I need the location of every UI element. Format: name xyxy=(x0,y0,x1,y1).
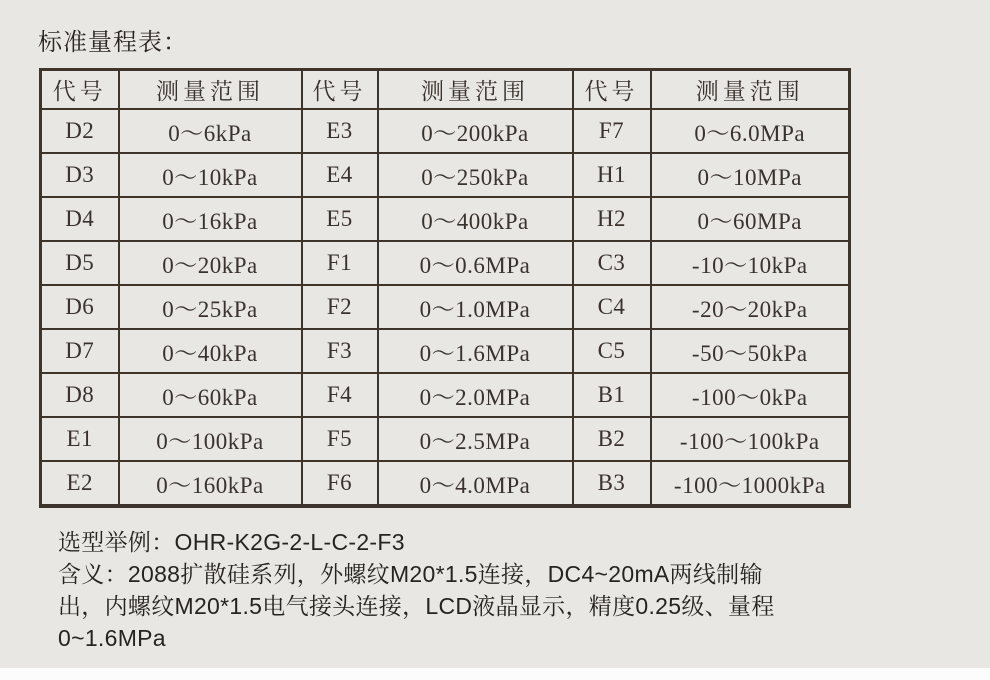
code-cell: D8 xyxy=(41,373,119,417)
example-line-1: 选型举例：OHR-K2G-2-L-C-2-F3 xyxy=(58,529,405,555)
range-cell: 0～60MPa xyxy=(651,197,850,241)
range-cell: -100～0kPa xyxy=(651,373,850,417)
example-line-2: 含义：2088扩散硅系列，外螺纹M20*1.5连接，DC4~20mA两线制输 xyxy=(58,561,763,587)
header-cell-code: 代号 xyxy=(302,70,378,110)
header-cell-code: 代号 xyxy=(41,70,119,110)
range-cell: 0～6kPa xyxy=(119,109,302,153)
code-cell: D7 xyxy=(41,329,119,373)
table-row xyxy=(41,461,850,506)
code-cell: H1 xyxy=(573,153,651,197)
selection-example xyxy=(58,526,775,654)
range-cell: 0～250kPa xyxy=(378,153,573,197)
range-cell: -100～100kPa xyxy=(651,417,850,461)
table-row xyxy=(41,241,850,285)
table-row xyxy=(41,197,850,241)
code-cell: F1 xyxy=(302,241,378,285)
header-cell-code: 代号 xyxy=(573,70,651,110)
code-cell: B1 xyxy=(573,373,651,417)
example-line-3: 出，内螺纹M20*1.5电气接头连接，LCD液晶显示，精度0.25级、量程 xyxy=(58,593,775,619)
table-row xyxy=(41,373,850,417)
code-cell: F5 xyxy=(302,417,378,461)
code-cell: E3 xyxy=(302,109,378,153)
range-cell: 0～16kPa xyxy=(119,197,302,241)
range-cell: 0～2.0MPa xyxy=(378,373,573,417)
range-cell: 0～20kPa xyxy=(119,241,302,285)
range-cell: 0～200kPa xyxy=(378,109,573,153)
code-cell: B2 xyxy=(573,417,651,461)
table-header-row xyxy=(41,70,850,110)
range-cell: -50～50kPa xyxy=(651,329,850,373)
range-cell: 0～10MPa xyxy=(651,153,850,197)
table-row xyxy=(41,109,850,153)
code-cell: F4 xyxy=(302,373,378,417)
range-cell: 0～2.5MPa xyxy=(378,417,573,461)
code-cell: D2 xyxy=(41,109,119,153)
code-cell: D3 xyxy=(41,153,119,197)
code-cell: C5 xyxy=(573,329,651,373)
range-cell: 0～400kPa xyxy=(378,197,573,241)
range-cell: 0～6.0MPa xyxy=(651,109,850,153)
range-cell: -10～10kPa xyxy=(651,241,850,285)
header-cell-range: 测量范围 xyxy=(378,70,573,110)
code-cell: D5 xyxy=(41,241,119,285)
table-row xyxy=(41,153,850,197)
code-cell: D6 xyxy=(41,285,119,329)
code-cell: D4 xyxy=(41,197,119,241)
range-cell: 0～60kPa xyxy=(119,373,302,417)
page-title: 标准量程表： xyxy=(38,29,188,56)
range-cell: -100～1000kPa xyxy=(651,461,850,506)
table-row xyxy=(41,285,850,329)
code-cell: F3 xyxy=(302,329,378,373)
range-cell: 0～1.6MPa xyxy=(378,329,573,373)
code-cell: B3 xyxy=(573,461,651,506)
code-cell: E5 xyxy=(302,197,378,241)
range-cell: 0～160kPa xyxy=(119,461,302,506)
code-cell: C3 xyxy=(573,241,651,285)
range-cell: 0～100kPa xyxy=(119,417,302,461)
table-row xyxy=(41,417,850,461)
range-cell: 0～0.6MPa xyxy=(378,241,573,285)
code-cell: E1 xyxy=(41,417,119,461)
bottom-strip xyxy=(0,668,990,680)
range-cell: 0～25kPa xyxy=(119,285,302,329)
code-cell: E4 xyxy=(302,153,378,197)
code-cell: F2 xyxy=(302,285,378,329)
range-cell: -20～20kPa xyxy=(651,285,850,329)
code-cell: C4 xyxy=(573,285,651,329)
range-cell: 0～1.0MPa xyxy=(378,285,573,329)
table-row xyxy=(41,329,850,373)
range-cell: 0～40kPa xyxy=(119,329,302,373)
header-cell-range: 测量范围 xyxy=(119,70,302,110)
code-cell: F7 xyxy=(573,109,651,153)
header-cell-range: 测量范围 xyxy=(651,70,850,110)
code-cell: H2 xyxy=(573,197,651,241)
code-cell: F6 xyxy=(302,461,378,506)
code-cell: E2 xyxy=(41,461,119,506)
standard-range-table xyxy=(39,68,851,508)
range-cell: 0～10kPa xyxy=(119,153,302,197)
example-line-4: 0~1.6MPa xyxy=(58,625,166,651)
range-cell: 0～4.0MPa xyxy=(378,461,573,506)
